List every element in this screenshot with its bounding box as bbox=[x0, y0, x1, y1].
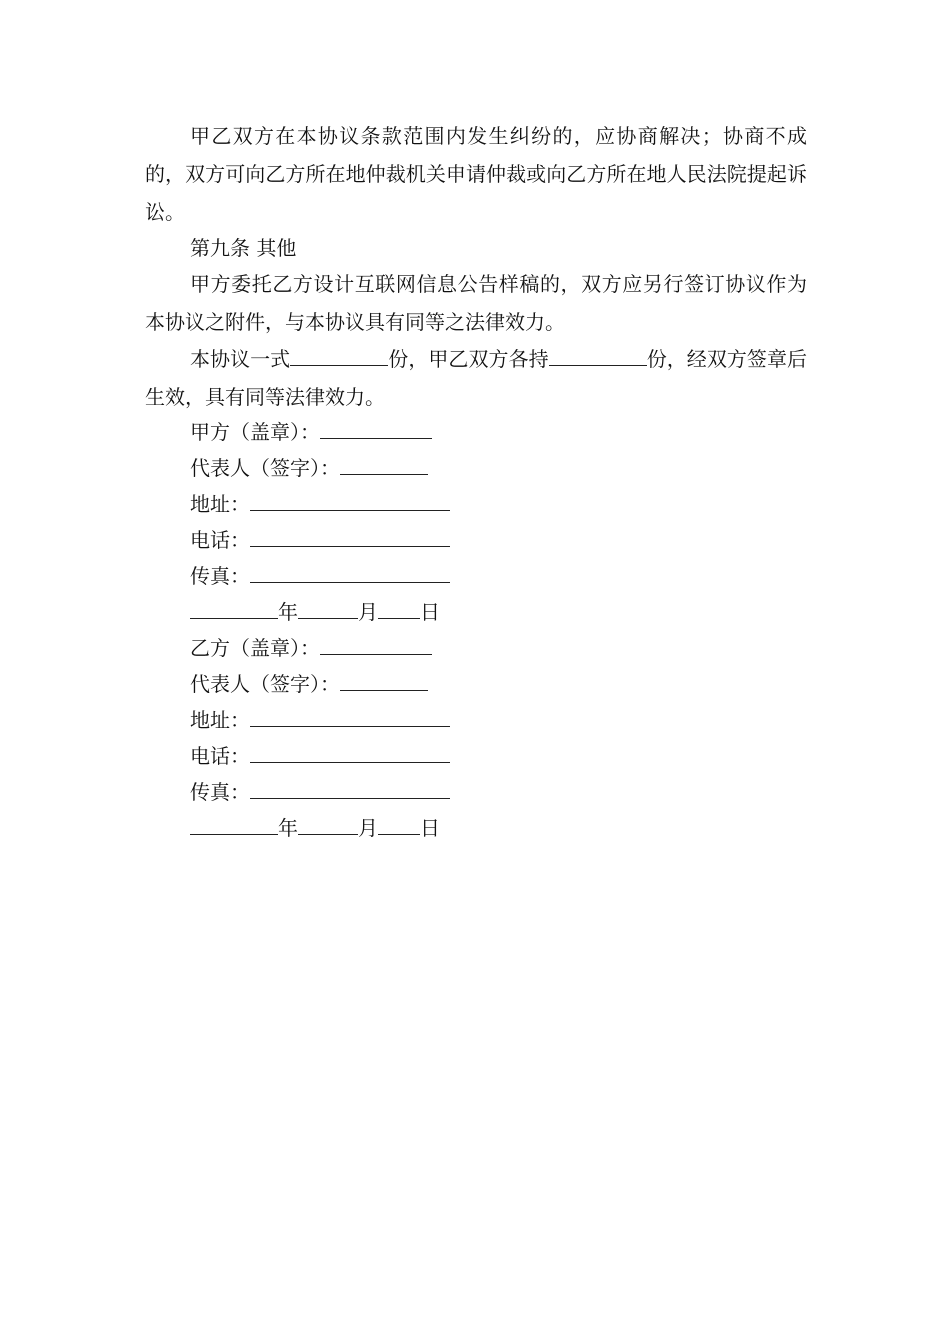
party-a-year-label: 年 bbox=[278, 600, 298, 624]
party-b-fax-label: 传真： bbox=[190, 780, 250, 804]
party-a-address-label: 地址： bbox=[190, 492, 250, 516]
copies-total-blank[interactable] bbox=[290, 339, 388, 366]
party-a-rep-blank[interactable] bbox=[340, 452, 428, 475]
party-b-seal-row bbox=[190, 632, 432, 662]
party-b-date-row bbox=[190, 812, 440, 842]
clause-8-paragraph: 甲乙双方在本协议条款范围内发生纠纷的，应协商解决；协商不成的，双方可向乙方所在地仲裁机关申请仲裁或向乙方所在地人民法院提起诉讼。 bbox=[145, 124, 807, 224]
party-a-phone-blank[interactable] bbox=[250, 524, 450, 547]
party-a-fax-blank[interactable] bbox=[250, 560, 450, 583]
party-b-year-label: 年 bbox=[278, 816, 298, 840]
party-a-day-blank[interactable] bbox=[378, 596, 420, 619]
party-a-day-label: 日 bbox=[420, 600, 440, 624]
party-b-fax-row bbox=[190, 776, 450, 806]
party-a-rep-row bbox=[190, 452, 428, 482]
copies-each-blank[interactable] bbox=[549, 339, 647, 366]
party-a-seal-blank[interactable] bbox=[320, 416, 432, 439]
party-b-address-row bbox=[190, 704, 450, 734]
party-b-month-label: 月 bbox=[358, 816, 378, 840]
party-b-address-label: 地址： bbox=[190, 708, 250, 732]
party-b-year-blank[interactable] bbox=[190, 812, 278, 835]
party-b-rep-row bbox=[190, 668, 428, 698]
party-a-address-blank[interactable] bbox=[250, 488, 450, 511]
party-b-month-blank[interactable] bbox=[298, 812, 358, 835]
party-a-phone-label: 电话： bbox=[190, 528, 250, 552]
copies-text-1: 本协议一式 bbox=[190, 347, 291, 371]
party-a-year-blank[interactable] bbox=[190, 596, 278, 619]
party-a-fax-label: 传真： bbox=[190, 564, 250, 588]
party-a-seal-label: 甲方（盖章）： bbox=[190, 420, 320, 444]
party-a-seal-row bbox=[190, 416, 432, 446]
party-a-rep-label: 代表人（签字）： bbox=[190, 456, 340, 480]
copies-text-2: 份，甲乙双方各持 bbox=[388, 347, 549, 371]
party-b-fax-blank[interactable] bbox=[250, 776, 450, 799]
party-b-seal-label: 乙方（盖章）： bbox=[190, 636, 320, 660]
copies-paragraph bbox=[145, 339, 807, 416]
party-b-day-blank[interactable] bbox=[378, 812, 420, 835]
party-b-seal-blank[interactable] bbox=[320, 632, 432, 655]
party-b-phone-label: 电话： bbox=[190, 744, 250, 768]
party-b-phone-row bbox=[190, 740, 450, 770]
party-a-phone-row bbox=[190, 524, 450, 554]
party-a-month-blank[interactable] bbox=[298, 596, 358, 619]
party-a-fax-row bbox=[190, 560, 450, 590]
party-b-rep-label: 代表人（签字）： bbox=[190, 672, 340, 696]
copies-text-3: 份，经双方签章后生效，具有同等法律效力。 bbox=[145, 347, 808, 409]
party-b-phone-blank[interactable] bbox=[250, 740, 450, 763]
party-b-address-blank[interactable] bbox=[250, 704, 450, 727]
clause-9-paragraph: 甲方委托乙方设计互联网信息公告样稿的，双方应另行签订协议作为本协议之附件，与本协议具有同等之法律效力。 bbox=[145, 272, 807, 334]
party-b-rep-blank[interactable] bbox=[340, 668, 428, 691]
party-b-day-label: 日 bbox=[420, 816, 440, 840]
party-a-address-row bbox=[190, 488, 450, 518]
clause-9-heading: 第九条 其他 bbox=[190, 236, 297, 260]
party-a-date-row bbox=[190, 596, 440, 626]
party-a-month-label: 月 bbox=[358, 600, 378, 624]
